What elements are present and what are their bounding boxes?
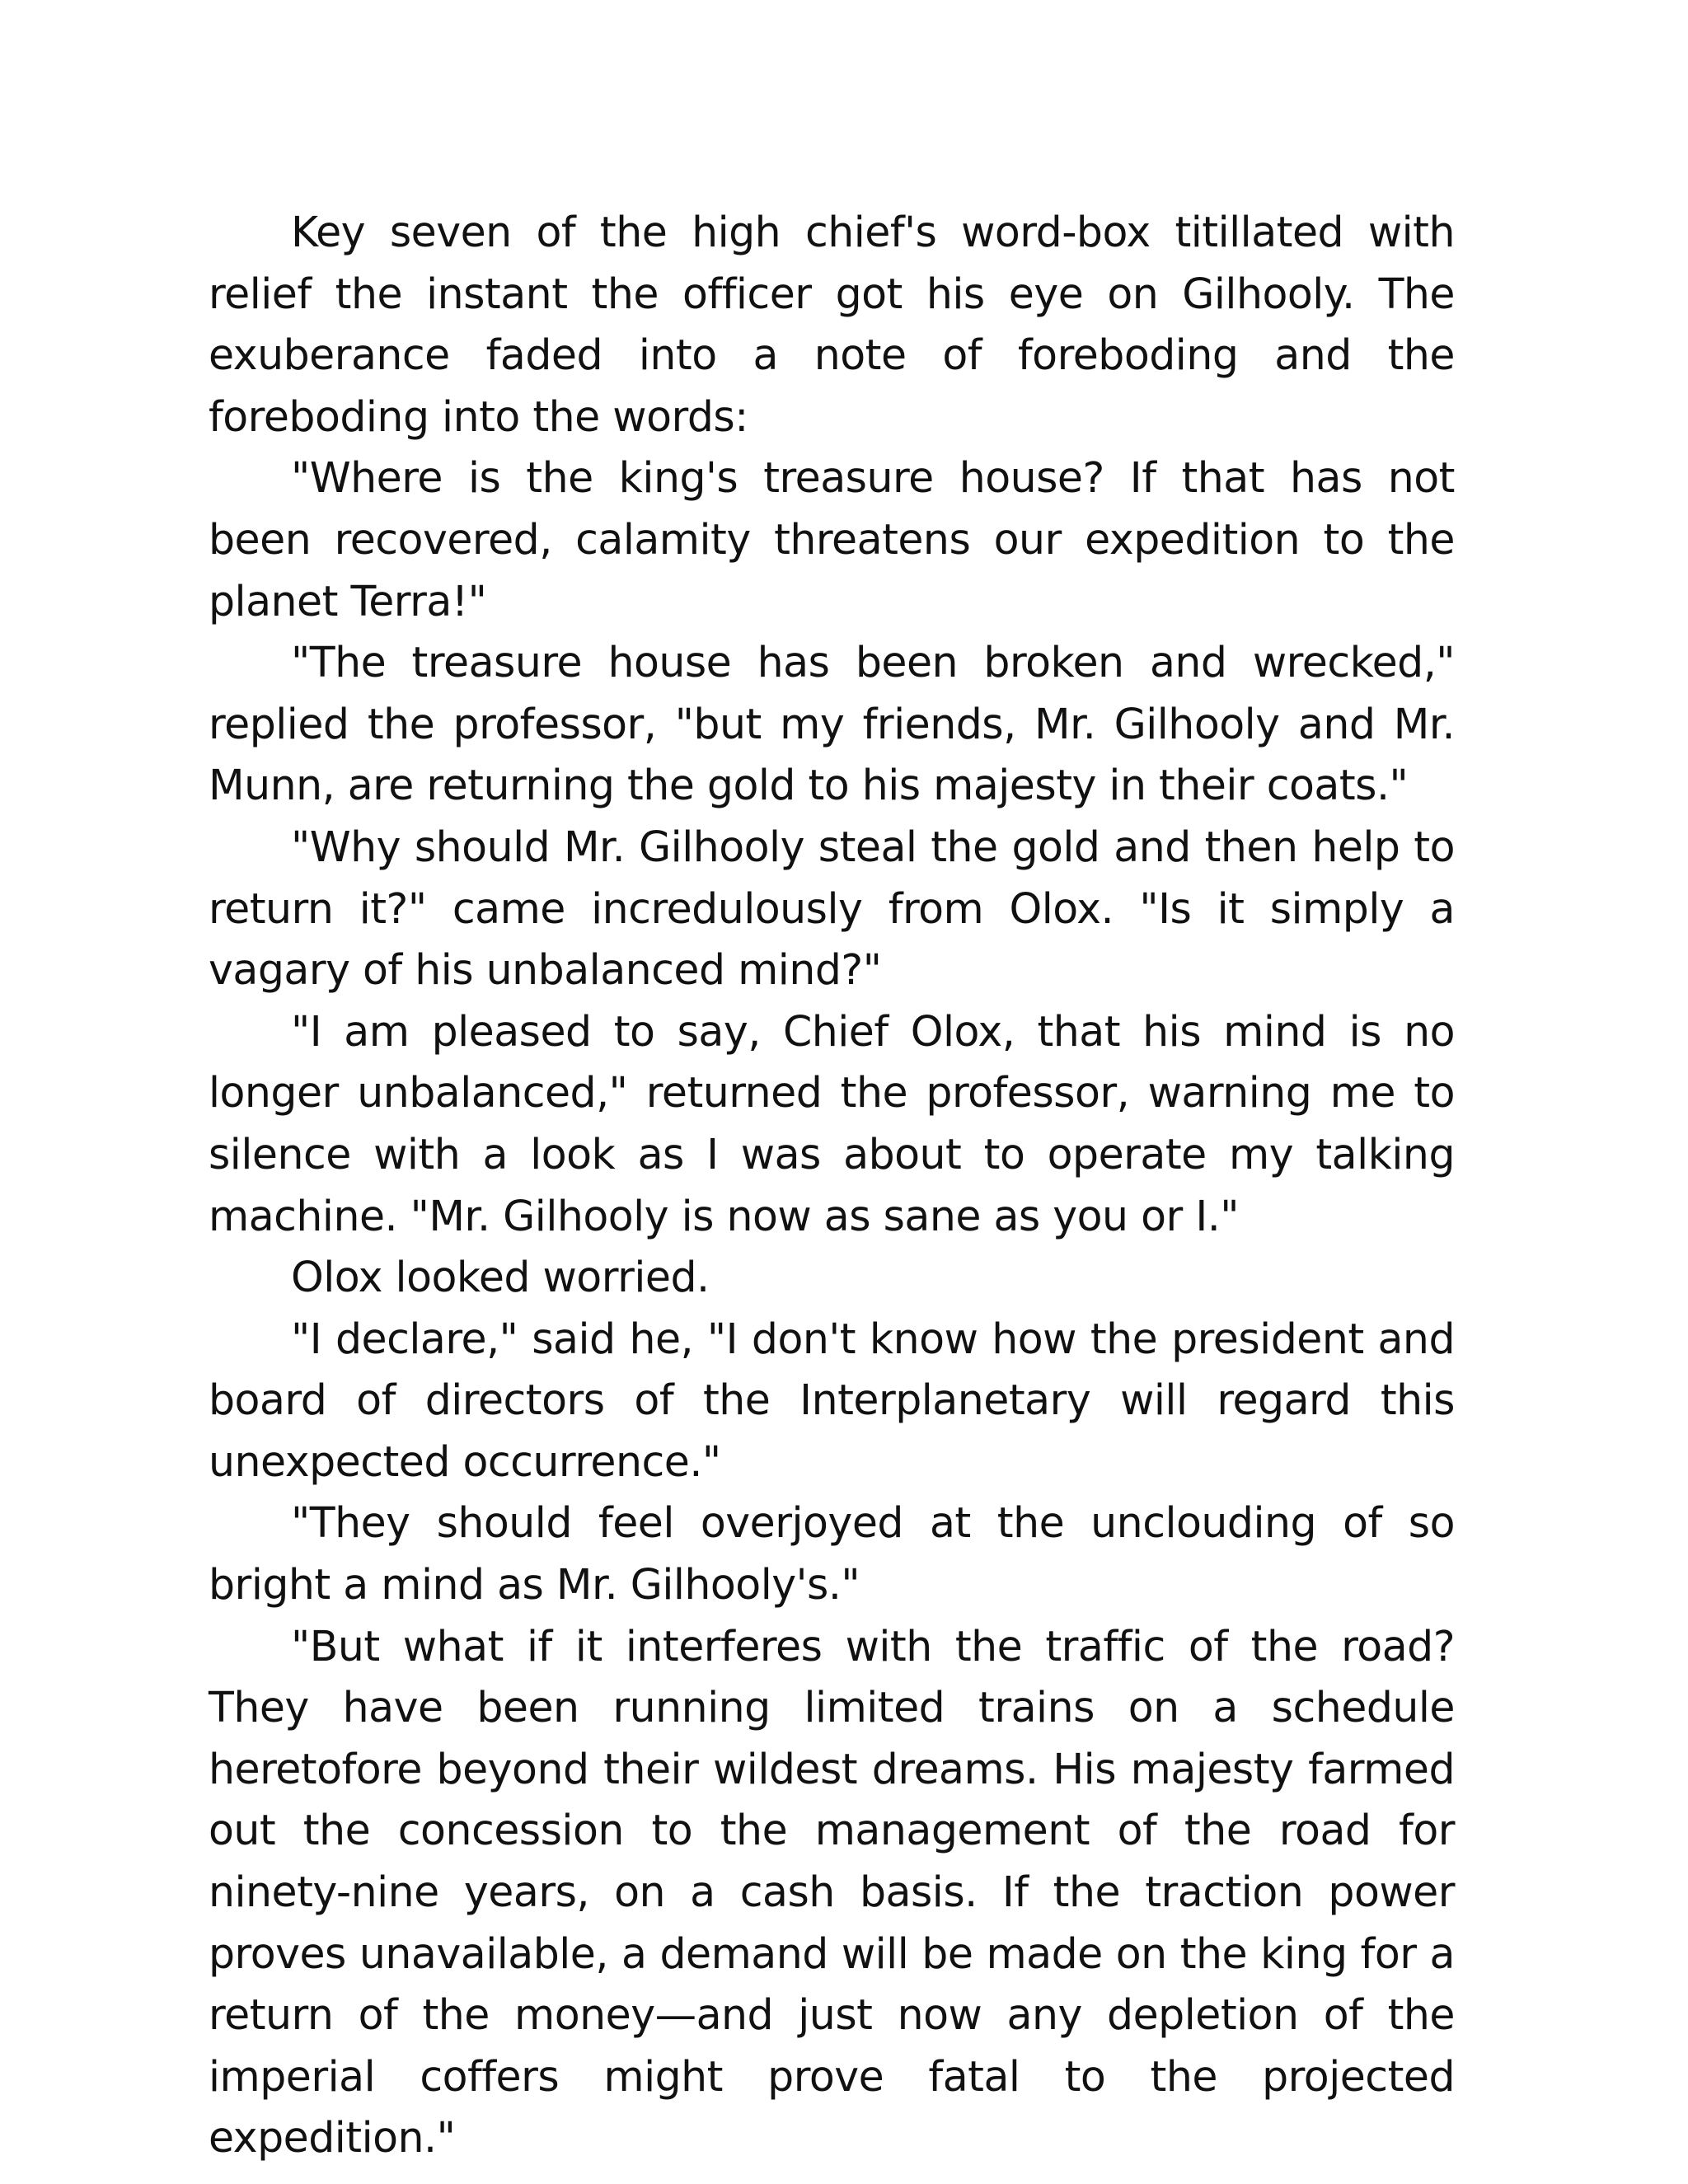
paragraph-2: "Where is the king's treasure house? If that has not been recovered, calamity threatens our expedition to the planet Terra!": [209, 453, 1455, 626]
paragraph-7: "I declare," said he, "I don't know how the president and board of directors of the Interplanetary will regard this unexpected occurrence.": [209, 1314, 1455, 1486]
paragraph-5: "I am pleased to say, Chief Olox, that his mind is no longer unbalanced," returned the professor, warning me to silence with a look as I was about to operate my talking machine. "Mr. Gilhooly is now as sane as you or I.": [209, 1006, 1455, 1240]
paragraph-3: "The treasure house has been broken and wrecked," replied the professor, "but my friends, Mr. Gilhooly and Mr. Munn, are returning the gold to his majesty in their coats.": [209, 638, 1455, 810]
page-body: [209, 202, 1455, 2169]
paragraph-9: "But what if it interferes with the traffic of the road? They have been running limited trains on a schedule heretofore beyond their wildest dreams. His majesty farmed out the concession to the management of the road for ninety-nine years, on a cash basis. If the traction power proves unavailable, a demand will be made on the king for a return of the money—and just now any depletion of the imperial coffers might prove fatal to the projected expedition.": [209, 1621, 1455, 2163]
paragraph-6: Olox looked worried.: [291, 1253, 710, 1302]
paragraph-8: "They should feel overjoyed at the unclouding of so bright a mind as Mr. Gilhooly's.": [209, 1498, 1455, 1610]
paragraph-4: "Why should Mr. Gilhooly steal the gold and then help to return it?" came incredulously from Olox. "Is it simply a vagary of his unbalanced mind?": [209, 822, 1455, 995]
paragraph-1: Key seven of the high chief's word-box titillated with relief the instant the officer got his eye on Gilhooly. The exuberance faded into a note of foreboding and the foreboding into the words:: [209, 208, 1455, 441]
